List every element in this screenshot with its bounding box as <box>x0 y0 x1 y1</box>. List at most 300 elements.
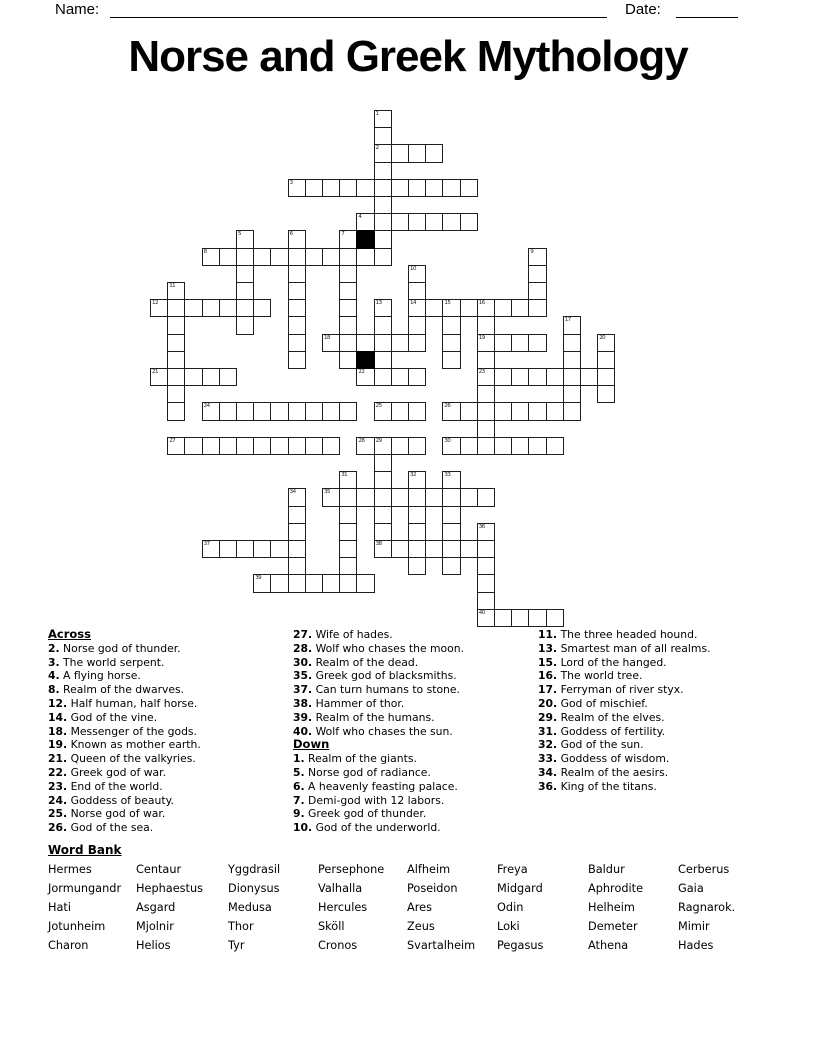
grid-cell[interactable] <box>408 316 426 334</box>
grid-cell[interactable] <box>167 299 185 317</box>
grid-cell[interactable] <box>408 334 426 352</box>
clue-number: 5. <box>293 765 305 779</box>
grid-cell[interactable] <box>288 230 306 248</box>
grid-cell[interactable] <box>374 368 392 386</box>
grid-cell[interactable] <box>167 368 185 386</box>
grid-cell[interactable] <box>546 437 564 455</box>
grid-cell[interactable] <box>494 334 512 352</box>
grid-cell[interactable] <box>442 402 460 420</box>
grid-cell[interactable] <box>236 316 254 334</box>
grid-cell[interactable] <box>339 471 357 489</box>
grid-cell[interactable] <box>494 609 512 627</box>
grid-cell[interactable] <box>528 265 546 283</box>
grid-cell[interactable] <box>442 179 460 197</box>
clue-across-27: 27. Wife of hades. <box>293 628 393 641</box>
grid-cell[interactable] <box>305 248 323 266</box>
grid-cell[interactable] <box>477 609 495 627</box>
grid-cell[interactable] <box>408 506 426 524</box>
grid-cell[interactable] <box>563 402 581 420</box>
grid-cell[interactable] <box>425 144 443 162</box>
grid-cell[interactable] <box>408 488 426 506</box>
grid-cell[interactable] <box>442 316 460 334</box>
date-label: Date: <box>625 1 661 18</box>
word-bank-item: Ares <box>407 901 432 915</box>
grid-cell[interactable] <box>408 213 426 231</box>
grid-cell[interactable] <box>477 574 495 592</box>
grid-cell[interactable] <box>374 213 392 231</box>
grid-cell[interactable] <box>305 402 323 420</box>
grid-cell[interactable] <box>477 316 495 334</box>
grid-cell[interactable] <box>167 334 185 352</box>
grid-cell[interactable] <box>374 402 392 420</box>
grid-cell[interactable] <box>374 144 392 162</box>
grid-cell[interactable] <box>374 437 392 455</box>
grid-cell[interactable] <box>391 437 409 455</box>
grid-cell[interactable] <box>288 334 306 352</box>
clue-column-1 <box>48 628 293 835</box>
grid-cell[interactable] <box>288 351 306 369</box>
grid-cell[interactable] <box>408 540 426 558</box>
clue-across-35: 35. Greek god of blacksmiths. <box>293 669 457 683</box>
grid-cell[interactable] <box>494 437 512 455</box>
clue-number: 26. <box>48 821 68 835</box>
grid-cell[interactable] <box>288 506 306 524</box>
grid-cell[interactable] <box>202 248 220 266</box>
grid-cell[interactable] <box>477 420 495 438</box>
grid-cell[interactable] <box>391 213 409 231</box>
grid-cell[interactable] <box>477 540 495 558</box>
grid-cell[interactable] <box>391 334 409 352</box>
clue-number: 40. <box>293 724 313 738</box>
grid-cell[interactable] <box>339 282 357 300</box>
grid-cell[interactable] <box>219 368 237 386</box>
grid-cell[interactable] <box>425 213 443 231</box>
grid-cell[interactable] <box>477 402 495 420</box>
grid-cell[interactable] <box>391 368 409 386</box>
clue-number: 22. <box>48 765 68 779</box>
grid-cell[interactable] <box>202 299 220 317</box>
grid-cell[interactable] <box>374 488 392 506</box>
grid-cell[interactable] <box>288 437 306 455</box>
grid-cell[interactable] <box>511 368 529 386</box>
grid-cell[interactable] <box>391 179 409 197</box>
clue-across-12: 12. Half human, half horse. <box>48 696 198 710</box>
grid-cell[interactable] <box>408 557 426 575</box>
grid-cell[interactable] <box>270 248 288 266</box>
grid-cell[interactable] <box>253 248 271 266</box>
grid-cell[interactable] <box>253 574 271 592</box>
grid-cell[interactable] <box>374 299 392 317</box>
grid-cell[interactable] <box>288 488 306 506</box>
grid-cell[interactable] <box>528 299 546 317</box>
clue-column-3 <box>538 628 768 835</box>
grid-cell[interactable] <box>339 316 357 334</box>
grid-cell[interactable] <box>236 540 254 558</box>
cell-number: 13 <box>375 300 382 307</box>
clue-down-34: 34. Realm of the aesirs. <box>538 765 669 779</box>
cell-number: 35 <box>324 489 330 496</box>
grid-cell[interactable] <box>528 402 546 420</box>
grid-cell[interactable] <box>460 179 478 197</box>
grid-cell[interactable] <box>477 488 495 506</box>
grid-cell[interactable] <box>511 334 529 352</box>
grid-cell[interactable] <box>374 248 392 266</box>
grid-cell[interactable] <box>236 402 254 420</box>
grid-cell[interactable] <box>374 506 392 524</box>
grid-cell[interactable] <box>322 334 340 352</box>
grid-cell[interactable] <box>356 488 374 506</box>
grid-cell[interactable] <box>356 368 374 386</box>
word-bank-item: Asgard <box>136 901 176 915</box>
grid-cell[interactable] <box>494 368 512 386</box>
clue-number: 17. <box>538 683 558 697</box>
grid-cell[interactable] <box>408 523 426 541</box>
grid-cell[interactable] <box>442 334 460 352</box>
grid-cell[interactable] <box>580 368 598 386</box>
grid-cell[interactable] <box>374 540 392 558</box>
grid-cell[interactable] <box>425 179 443 197</box>
grid-cell[interactable] <box>391 402 409 420</box>
grid-cell[interactable] <box>167 282 185 300</box>
grid-cell[interactable] <box>236 282 254 300</box>
grid-cell[interactable] <box>374 162 392 180</box>
grid-cell[interactable] <box>391 144 409 162</box>
cell-number: 12 <box>152 300 158 307</box>
grid-cell[interactable] <box>322 574 340 592</box>
grid-cell[interactable] <box>477 557 495 575</box>
grid-cell[interactable] <box>563 334 581 352</box>
grid-cell[interactable] <box>408 179 426 197</box>
across-heading: Across <box>48 627 91 641</box>
grid-cell[interactable] <box>511 402 529 420</box>
name-input-line[interactable] <box>110 17 607 18</box>
grid-cell[interactable] <box>202 402 220 420</box>
grid-cell[interactable] <box>477 523 495 541</box>
grid-cell[interactable] <box>167 437 185 455</box>
cell-number: 36 <box>478 523 485 530</box>
clue-number: 16. <box>538 669 558 683</box>
grid-cell[interactable] <box>236 437 254 455</box>
grid-cell[interactable] <box>528 334 546 352</box>
clue-across-30: 30. Realm of the dead. <box>293 655 419 669</box>
clue-number: 19. <box>48 738 68 752</box>
cell-number: 29 <box>375 437 382 444</box>
word-bank-item: Aphrodite <box>588 882 644 896</box>
clue-down-10: 10. God of the underworld. <box>293 821 441 835</box>
grid-cell[interactable] <box>528 368 546 386</box>
grid-cell[interactable] <box>322 437 340 455</box>
clue-across-3: 3. The world serpent. <box>48 655 165 669</box>
grid-cell[interactable] <box>288 299 306 317</box>
grid-cell[interactable] <box>219 248 237 266</box>
grid-cell[interactable] <box>546 609 564 627</box>
grid-cell[interactable] <box>408 471 426 489</box>
word-bank-item: Cronos <box>318 939 358 953</box>
grid-cell[interactable] <box>477 592 495 610</box>
grid-cell[interactable] <box>305 179 323 197</box>
grid-cell[interactable] <box>408 265 426 283</box>
grid-cell[interactable] <box>339 351 357 369</box>
grid-cell[interactable] <box>339 540 357 558</box>
grid-cell[interactable] <box>288 248 306 266</box>
grid-cell[interactable] <box>408 402 426 420</box>
grid-cell[interactable] <box>374 316 392 334</box>
grid-cell[interactable] <box>202 540 220 558</box>
word-bank-item: Centaur <box>136 863 182 876</box>
grid-cell[interactable] <box>511 609 529 627</box>
grid-cell[interactable] <box>339 506 357 524</box>
grid-cell[interactable] <box>408 437 426 455</box>
cell-number: 11 <box>169 283 176 289</box>
grid-cell[interactable] <box>167 316 185 334</box>
cell-number: 31 <box>341 472 348 479</box>
grid-cell[interactable] <box>546 402 564 420</box>
grid-cell[interactable] <box>288 574 306 592</box>
word-bank-item: Persephone <box>318 863 385 876</box>
grid-cell[interactable] <box>425 299 443 317</box>
grid-cell[interactable] <box>477 368 495 386</box>
grid-cell[interactable] <box>494 402 512 420</box>
clue-across-40: 40. Wolf who chases the sun. <box>293 724 453 738</box>
word-bank-item: Freya <box>497 863 528 876</box>
grid-cell[interactable] <box>253 402 271 420</box>
grid-cell[interactable] <box>288 282 306 300</box>
grid-cell[interactable] <box>425 540 443 558</box>
grid-cell[interactable] <box>408 299 426 317</box>
grid-cell[interactable] <box>477 437 495 455</box>
grid-cell[interactable] <box>442 488 460 506</box>
grid-cell[interactable] <box>442 213 460 231</box>
grid-cell[interactable] <box>374 454 392 472</box>
grid-cell[interactable] <box>305 574 323 592</box>
grid-cell[interactable] <box>202 437 220 455</box>
grid-cell[interactable] <box>477 385 495 403</box>
grid-cell[interactable] <box>356 179 374 197</box>
grid-cell[interactable] <box>184 437 202 455</box>
word-bank-item: Ragnarok. <box>678 901 736 915</box>
grid-cell[interactable] <box>477 299 495 317</box>
grid-cell[interactable] <box>356 334 374 352</box>
grid-cell[interactable] <box>167 402 185 420</box>
grid-cell[interactable] <box>236 248 254 266</box>
grid-cell[interactable] <box>460 437 478 455</box>
grid-cell[interactable] <box>425 488 443 506</box>
clue-number: 25. <box>48 807 68 821</box>
word-bank-item: Zeus <box>407 920 435 934</box>
grid-cell[interactable] <box>150 368 168 386</box>
grid-cell[interactable] <box>563 316 581 334</box>
clue-number: 12. <box>48 696 68 710</box>
grid-cell[interactable] <box>288 540 306 558</box>
grid-cell[interactable] <box>442 506 460 524</box>
grid-cell[interactable] <box>219 540 237 558</box>
grid-cell[interactable] <box>288 265 306 283</box>
grid-cell[interactable] <box>288 557 306 575</box>
grid-cell[interactable] <box>167 385 185 403</box>
grid-cell[interactable] <box>460 540 478 558</box>
grid-cell[interactable] <box>442 437 460 455</box>
grid-cell[interactable] <box>374 523 392 541</box>
grid-cell[interactable] <box>374 351 392 369</box>
word-bank-item: Cerberus <box>678 863 730 876</box>
grid-cell[interactable] <box>253 299 271 317</box>
clue-number: 8. <box>48 683 60 697</box>
grid-cell[interactable] <box>563 368 581 386</box>
grid-cell[interactable] <box>288 402 306 420</box>
word-bank-item: Athena <box>588 939 629 953</box>
grid-cell[interactable] <box>460 299 478 317</box>
grid-cell[interactable] <box>339 402 357 420</box>
grid-cell[interactable] <box>391 540 409 558</box>
cell-number: 32 <box>410 472 416 479</box>
grid-cell[interactable] <box>288 523 306 541</box>
clue-number: 6. <box>293 779 305 793</box>
grid-cell[interactable] <box>322 402 340 420</box>
grid-cell[interactable] <box>339 265 357 283</box>
grid-cell[interactable] <box>236 230 254 248</box>
down-heading: Down <box>293 737 330 752</box>
cell-number: 30 <box>444 437 451 444</box>
date-input-line[interactable] <box>676 17 738 18</box>
grid-cell[interactable] <box>511 437 529 455</box>
cell-number: 3 <box>289 179 293 186</box>
clue-number: 31. <box>538 724 558 738</box>
grid-cell[interactable] <box>322 179 340 197</box>
grid-cell[interactable] <box>356 574 374 592</box>
clue-down-7: 7. Demi-god with 12 labors. <box>293 793 445 807</box>
grid-cell[interactable] <box>546 368 564 386</box>
grid-cell[interactable] <box>167 351 185 369</box>
grid-cell[interactable] <box>356 248 374 266</box>
grid-cell[interactable] <box>184 299 202 317</box>
grid-cell[interactable] <box>374 230 392 248</box>
grid-cell[interactable] <box>374 471 392 489</box>
grid-cell[interactable] <box>391 488 409 506</box>
grid-cell[interactable] <box>219 299 237 317</box>
grid-cell[interactable] <box>339 574 357 592</box>
grid-cell[interactable] <box>597 351 615 369</box>
grid-black-cell <box>356 351 374 369</box>
grid-cell[interactable] <box>253 437 271 455</box>
clue-down-31: 31. Goddess of fertility. <box>538 724 666 738</box>
grid-cell[interactable] <box>528 248 546 266</box>
grid-cell[interactable] <box>322 248 340 266</box>
grid-cell[interactable] <box>150 299 168 317</box>
grid-cell[interactable] <box>305 437 323 455</box>
grid-cell[interactable] <box>270 540 288 558</box>
word-bank-item: Jotunheim <box>48 920 106 934</box>
grid-cell[interactable] <box>236 299 254 317</box>
grid-cell[interactable] <box>339 230 357 248</box>
grid-cell[interactable] <box>442 299 460 317</box>
word-bank-item: Charon <box>48 939 89 953</box>
grid-cell[interactable] <box>339 557 357 575</box>
grid-cell[interactable] <box>477 351 495 369</box>
grid-cell[interactable] <box>322 488 340 506</box>
grid-cell[interactable] <box>528 282 546 300</box>
grid-cell[interactable] <box>339 488 357 506</box>
grid-cell[interactable] <box>597 334 615 352</box>
grid-cell[interactable] <box>339 334 357 352</box>
grid-cell[interactable] <box>374 127 392 145</box>
grid-cell[interactable] <box>408 282 426 300</box>
grid-cell[interactable] <box>597 368 615 386</box>
word-bank-item: Mimir <box>678 920 710 934</box>
grid-cell[interactable] <box>270 402 288 420</box>
grid-cell[interactable] <box>460 213 478 231</box>
grid-cell[interactable] <box>563 385 581 403</box>
grid-cell[interactable] <box>597 385 615 403</box>
grid-cell[interactable] <box>528 437 546 455</box>
clue-across-8: 8. Realm of the dwarves. <box>48 683 185 697</box>
grid-cell[interactable] <box>408 368 426 386</box>
grid-cell[interactable] <box>374 334 392 352</box>
grid-cell[interactable] <box>374 179 392 197</box>
grid-cell[interactable] <box>477 334 495 352</box>
grid-cell[interactable] <box>442 523 460 541</box>
grid-cell[interactable] <box>563 351 581 369</box>
word-bank-item: Hati <box>48 901 71 915</box>
grid-cell[interactable] <box>339 248 357 266</box>
word-bank-item: Demeter <box>588 920 638 934</box>
grid-cell[interactable] <box>460 402 478 420</box>
cell-number: 5 <box>238 231 241 238</box>
grid-cell[interactable] <box>442 540 460 558</box>
grid-cell[interactable] <box>460 488 478 506</box>
grid-cell[interactable] <box>356 437 374 455</box>
grid-cell[interactable] <box>356 213 374 231</box>
clue-down-1: 1. Realm of the giants. <box>293 752 417 766</box>
grid-cell[interactable] <box>202 368 220 386</box>
grid-cell[interactable] <box>494 299 512 317</box>
grid-cell[interactable] <box>442 471 460 489</box>
clue-number: 4. <box>48 669 60 683</box>
word-bank-item: Helios <box>136 939 171 953</box>
grid-cell[interactable] <box>270 574 288 592</box>
clue-across-18: 18. Messenger of the gods. <box>48 724 197 738</box>
grid-cell[interactable] <box>511 299 529 317</box>
grid-cell[interactable] <box>442 557 460 575</box>
clue-number: 38. <box>293 696 313 710</box>
grid-cell[interactable] <box>253 540 271 558</box>
page-title: Norse and Greek Mythology <box>128 32 688 81</box>
grid-cell[interactable] <box>374 110 392 128</box>
grid-cell[interactable] <box>339 523 357 541</box>
grid-cell[interactable] <box>528 609 546 627</box>
grid-cell[interactable] <box>219 402 237 420</box>
word-bank-item: Tyr <box>228 939 245 953</box>
grid-cell[interactable] <box>288 316 306 334</box>
grid-cell[interactable] <box>442 351 460 369</box>
grid-cell[interactable] <box>408 144 426 162</box>
grid-cell[interactable] <box>236 265 254 283</box>
grid-cell[interactable] <box>219 437 237 455</box>
cell-number: 1 <box>375 111 379 117</box>
grid-cell[interactable] <box>288 179 306 197</box>
clue-across-23: 23. End of the world. <box>48 779 163 793</box>
grid-cell[interactable] <box>374 196 392 214</box>
clue-across-14: 14. God of the vine. <box>48 710 158 724</box>
clue-number: 35. <box>293 669 313 683</box>
grid-cell[interactable] <box>184 368 202 386</box>
clue-number: 39. <box>293 710 313 724</box>
grid-cell[interactable] <box>270 437 288 455</box>
grid-cell[interactable] <box>339 299 357 317</box>
clue-across-2: 2. Norse god of thunder. <box>48 641 181 655</box>
clue-down-32: 32. God of the sun. <box>538 738 644 752</box>
grid-cell[interactable] <box>339 179 357 197</box>
clue-number: 13. <box>538 641 558 655</box>
